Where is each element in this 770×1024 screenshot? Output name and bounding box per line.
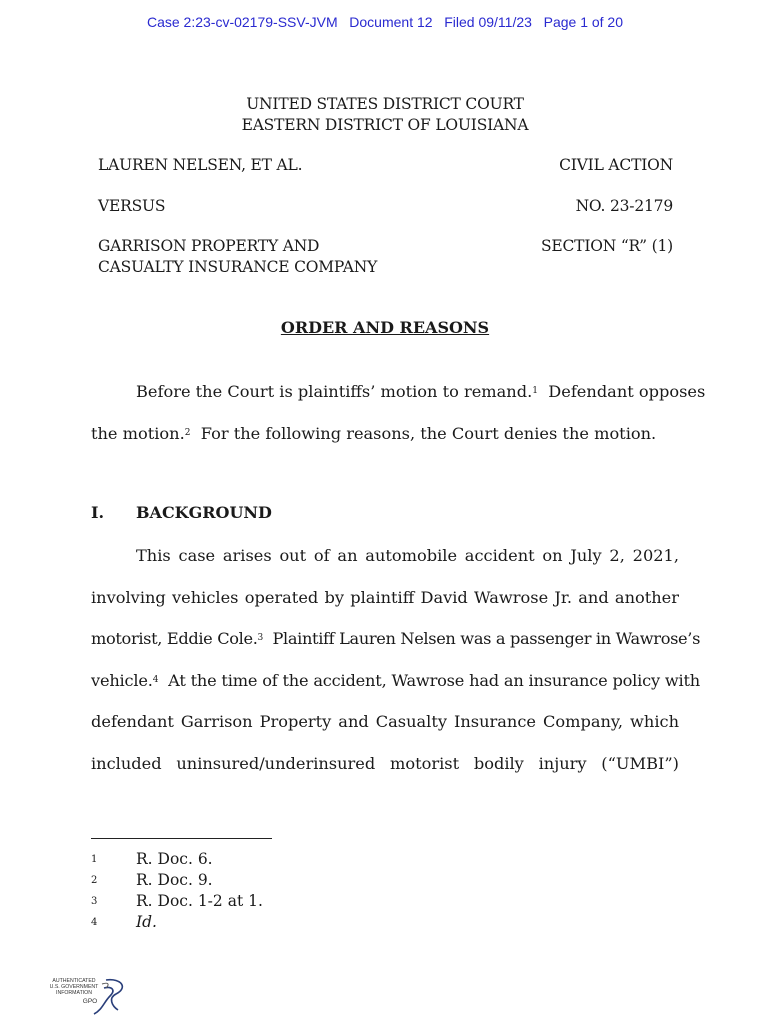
gpo-authentication-logo: [46, 974, 130, 1016]
intro-text-2a: the motion.: [91, 423, 185, 443]
footnote-1: [91, 849, 213, 870]
footnote-text: R. Doc. 9.: [136, 871, 213, 889]
gpo-mark: GPO: [82, 998, 98, 1005]
body-line-4: [91, 660, 701, 702]
caption-defendant-line-2: CASUALTY INSURANCE COMPANY: [98, 258, 378, 276]
filed-date: Filed 09/11/23: [444, 14, 532, 30]
gpo-line-3: INFORMATION: [56, 990, 92, 996]
footnote-text: R. Doc. 6.: [136, 850, 213, 868]
footnote-ref-4: 4: [152, 674, 159, 685]
footnote-text: R. Doc. 1-2 at 1.: [136, 892, 263, 910]
footnote-2: [91, 870, 213, 891]
ecf-header-stamp: [0, 14, 770, 30]
intro-text-1a: Before the Court is plaintiffs’ motion to remand.: [136, 382, 533, 401]
body-line-5: defendant Garrison Property and Casualty Insurance Company, which: [91, 712, 679, 731]
body-line-3: [91, 618, 701, 660]
footnote-ref-1: 1: [532, 386, 538, 396]
footnote-3: [91, 891, 263, 912]
gpo-line-1: AUTHENTICATED: [52, 978, 96, 984]
caption-versus: VERSUS: [98, 197, 166, 215]
court-line-1: UNITED STATES DISTRICT COURT: [246, 95, 524, 113]
caption-defendant-line-1: GARRISON PROPERTY AND: [98, 237, 320, 255]
page-indicator: Page 1 of 20: [543, 14, 624, 30]
footnote-number: 3: [91, 896, 98, 907]
footnote-number: 2: [91, 875, 98, 886]
intro-line-2: [91, 413, 679, 455]
caption-section: SECTION “R” (1): [540, 237, 673, 255]
body-text-4a: vehicle.: [91, 670, 153, 690]
court-line-2: EASTERN DISTRICT OF LOUISIANA: [241, 116, 529, 134]
background-paragraph: [91, 535, 701, 784]
document-title: [0, 318, 770, 337]
gpo-line-2: U.S. GOVERNMENT: [49, 984, 99, 990]
section-heading: BACKGROUND: [136, 503, 272, 522]
footnote-4: [91, 912, 157, 933]
intro-paragraph: [91, 371, 706, 454]
body-line-1: This case arises out of an automobile accident on July 2, 2021,: [136, 546, 679, 565]
intro-text-1b: Defendant opposes: [537, 382, 706, 401]
body-text-3a: motorist, Eddie Cole.: [91, 629, 258, 648]
intro-line-1: [91, 371, 706, 413]
document-number: Document 12: [349, 14, 433, 30]
court-name: [0, 94, 770, 136]
footnote-number: 1: [91, 854, 98, 865]
footnote-text: Id.: [136, 913, 157, 931]
caption-action: CIVIL ACTION: [559, 156, 673, 174]
footnote-ref-3: 3: [257, 633, 263, 643]
section-number: I.: [91, 503, 105, 522]
body-text-4b: At the time of the accident, Wawrose had an insurance policy with: [158, 670, 701, 690]
footnote-ref-2: 2: [184, 427, 191, 438]
intro-text-2b: For the following reasons, the Court denies the motion.: [190, 423, 657, 443]
document-title-text: ORDER AND REASONS: [280, 318, 490, 337]
caption-number: NO. 23-2179: [575, 197, 673, 215]
case-number: Case 2:23-cv-02179-SSV-JVM: [146, 14, 338, 30]
body-line-6: included uninsured/underinsured motorist bodily injury (“UMBI”): [91, 753, 679, 773]
body-text-3b: Plaintiff Lauren Nelsen was a passenger in Wawrose’s: [262, 629, 701, 648]
footnote-number: 4: [91, 917, 98, 928]
footnote-divider: [91, 838, 272, 839]
body-line-2: involving vehicles operated by plaintiff David Wawrose Jr. and another: [91, 587, 679, 607]
caption-defendant: [98, 236, 377, 278]
caption-plaintiff: LAUREN NELSEN, ET AL.: [98, 156, 303, 174]
